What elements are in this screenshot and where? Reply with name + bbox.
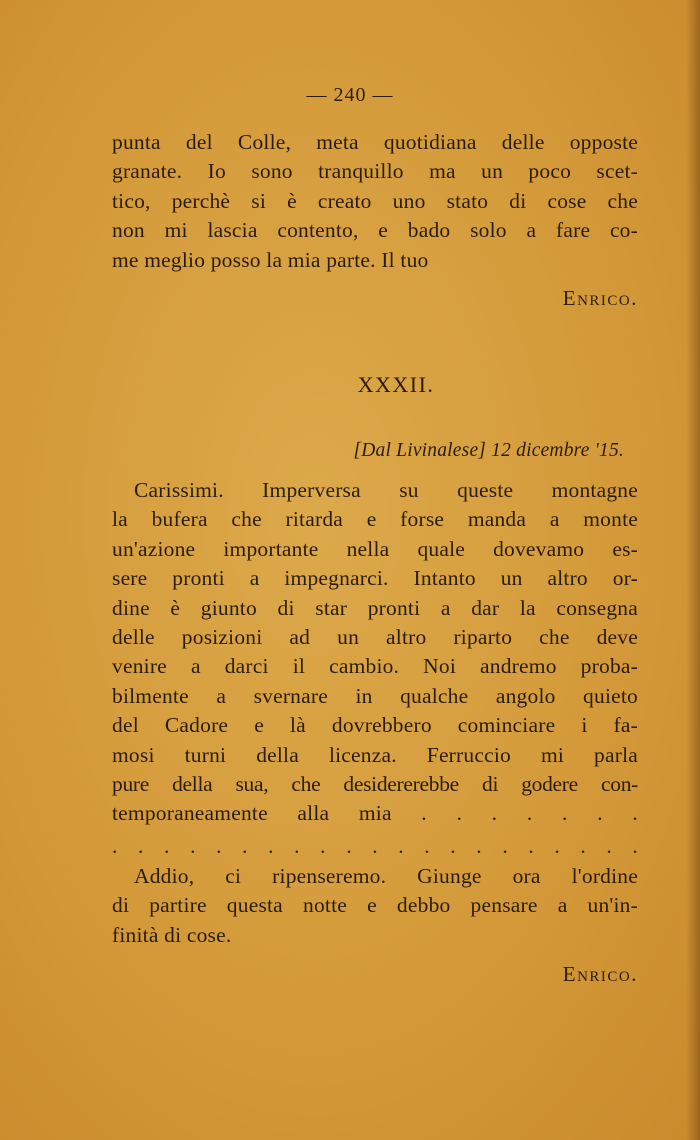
text-line: del Cadore e là dovrebbero cominciare i fa-: [112, 713, 638, 738]
chapter-heading: XXXII.: [357, 372, 435, 397]
text-line: la bufera che ritarda e forse manda a monte: [112, 507, 638, 532]
text-line: Carissimi. Imperversa su queste montagne: [134, 478, 638, 502]
text-line: un'azione importante nella quale dovevamo es-: [112, 536, 638, 561]
text-line: me meglio posso la mia parte. Il tuo: [112, 247, 429, 272]
text-line: venire a darci il cambio. Noi andremo proba-: [112, 654, 638, 679]
page-number: — 240 —: [306, 84, 394, 106]
text-line: pure della sua, che desidererebbe di godere con-: [112, 772, 638, 797]
text-line: di partire questa notte e debbo pensare a un'in-: [112, 893, 638, 918]
ellipsis-dots: . . . . . . . . . . . . . . . . . . . . .: [112, 834, 638, 858]
paragraph-letter-end: [112, 128, 638, 275]
text-line: bilmente a svernare in qualche angolo quieto: [112, 683, 638, 708]
text-line: tico, perchè si è creato uno stato di cose che: [112, 188, 638, 213]
text-line: temporaneamente alla mia . . . . . . .: [112, 801, 638, 826]
text-line: Addio, ci ripenseremo. Giunge ora l'ordine: [134, 864, 638, 888]
signature: Enrico.: [562, 286, 638, 310]
paragraph-closing: [112, 862, 638, 950]
text-line: finità di cose.: [112, 922, 232, 947]
text-line: sere pronti a impegnarci. Intanto un altro or-: [112, 566, 638, 591]
text-line: non mi lascia contento, e bado solo a fare co-: [112, 218, 638, 243]
text-line: punta del Colle, meta quotidiana delle opposte: [112, 130, 638, 154]
text-line: granate. Io sono tranquillo ma un poco scet-: [112, 159, 638, 184]
dateline: [Dal Livinalese] 12 dicembre '15.: [353, 440, 624, 461]
text-line: dine è giunto di star pronti a dar la consegna: [112, 595, 638, 620]
paragraph-letter: [112, 476, 638, 829]
signature: Enrico.: [562, 962, 638, 986]
page-edge-shadow: [686, 0, 700, 1140]
text-line: delle posizioni ad un altro riparto che deve: [112, 625, 638, 650]
text-line: mosi turni della licenza. Ferruccio mi parla: [112, 742, 638, 767]
ellipsis-line: [112, 832, 638, 861]
